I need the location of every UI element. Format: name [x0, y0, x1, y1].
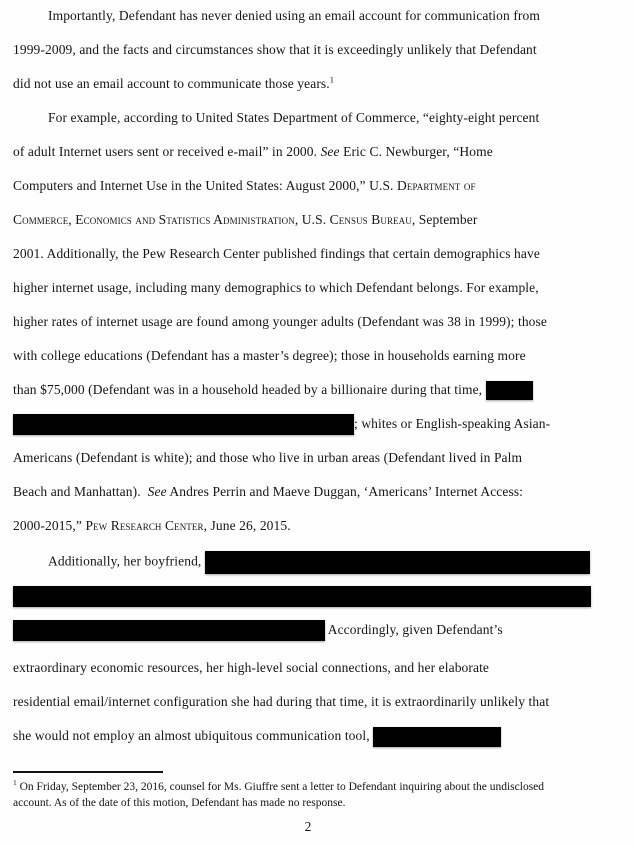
body-line-6 — [13, 176, 476, 196]
body-line-7 — [13, 210, 477, 230]
text-segment: ; whites or English-speaking Asian- — [354, 416, 551, 431]
body-line-5 — [13, 142, 493, 162]
redaction-bar — [205, 551, 590, 574]
page-number: 2 — [304, 819, 312, 834]
text-segment: 1 — [329, 74, 335, 85]
text-segment: Beach and Manhattan). — [13, 484, 148, 499]
redaction-bar — [13, 620, 325, 641]
redaction-bar — [13, 414, 354, 435]
text-segment: Andres Perrin and Maeve Duggan, ‘Americans’ Internet Access: — [166, 484, 524, 499]
redaction-bar — [486, 381, 533, 400]
body-line-4 — [13, 108, 539, 128]
text-segment: 2000-2015,” — [13, 518, 86, 533]
body-line-10 — [13, 312, 547, 332]
text-segment: Pew Research Center — [85, 518, 204, 533]
text-segment: of adult Internet users sent or received e-mail” in 2000. — [13, 144, 321, 159]
body-line-22 — [13, 726, 501, 747]
text-segment: , June 26, 2015. — [203, 518, 291, 533]
text-segment: she would not employ an almost ubiquitous communication tool, — [13, 728, 374, 743]
text-segment: did not use an email account to communicate those years. — [13, 76, 330, 91]
body-line-16 — [13, 516, 291, 536]
body-line-11 — [13, 346, 526, 366]
text-segment: Additionally, her boyfriend, — [48, 553, 205, 569]
body-line-12 — [13, 380, 533, 400]
body-line-21 — [13, 692, 549, 712]
text-segment: higher internet usage, including many demographics to which Defendant belongs. For example, — [13, 280, 539, 295]
text-segment: For example, according to United States Department of Commerce, “eighty-eight percent — [48, 110, 540, 125]
body-line-15 — [13, 482, 523, 502]
body-line-13 — [13, 414, 550, 435]
text-segment: Computers and Internet Use in the United States: August 2000,” U.S. — [13, 178, 398, 193]
body-line-18 — [13, 586, 591, 607]
text-segment: higher rates of internet usage are found among younger adults (Defendant was 38 in 1999); those — [13, 314, 547, 329]
body-line-3 — [13, 74, 334, 94]
body-line-20 — [13, 658, 489, 678]
body-line-1 — [13, 6, 540, 26]
footnote-area — [13, 771, 613, 811]
body-line-9 — [13, 278, 539, 298]
text-segment: extraordinary economic resources, her high-level social connections, and her elaborate — [13, 660, 490, 675]
text-segment: than $75,000 (Defendant was in a household headed by a billionaire during that time, — [13, 382, 486, 397]
text-segment: Accordingly, given Defendant’s — [325, 622, 503, 637]
redaction-bar — [13, 586, 591, 607]
footnote-line-2: account. As of the date of this motion, Defendant has made no response. — [13, 797, 346, 809]
footnote-separator — [13, 771, 163, 773]
text-segment: , September — [411, 212, 478, 227]
text-segment: See — [147, 484, 167, 499]
text-segment: 2001. Additionally, the Pew Research Center published findings that certain demographics have — [13, 246, 540, 261]
text-segment: 1999-2009, and the facts and circumstances show that it is exceedingly unlikely that Defendant — [13, 42, 537, 57]
text-segment: See — [320, 144, 340, 159]
body-line-2 — [13, 40, 537, 60]
footnote-line-1 — [13, 779, 613, 795]
text-segment: with college educations (Defendant has a master’s degree); those in households earning more — [13, 348, 526, 363]
text-segment: residential email/internet configuration she had during that time, it is extraordinarily unlikely that — [13, 694, 550, 709]
text-segment: Eric C. Newburger, “Home — [339, 144, 493, 159]
body-line-8 — [13, 244, 540, 264]
text-segment: Americans (Defendant is white); and those who live in urban areas (Defendant lived in Palm — [13, 450, 523, 465]
body-line-19 — [13, 620, 503, 641]
body-line-17 — [13, 551, 590, 574]
text-segment: Department of — [397, 178, 476, 193]
body-line-14 — [13, 448, 522, 468]
text-segment: Commerce, Economics and Statistics Administration, U.S. Census Bureau — [13, 212, 412, 227]
footnote-text-1: On Friday, September 23, 2016, counsel for Ms. Giuffre sent a letter to Defendant inquiring about the undisclosed — [16, 781, 545, 793]
redaction-bar — [373, 727, 501, 747]
text-segment: Importantly, Defendant has never denied using an email account for communication from — [48, 8, 540, 23]
footnote-marker: 1 — [13, 778, 17, 788]
